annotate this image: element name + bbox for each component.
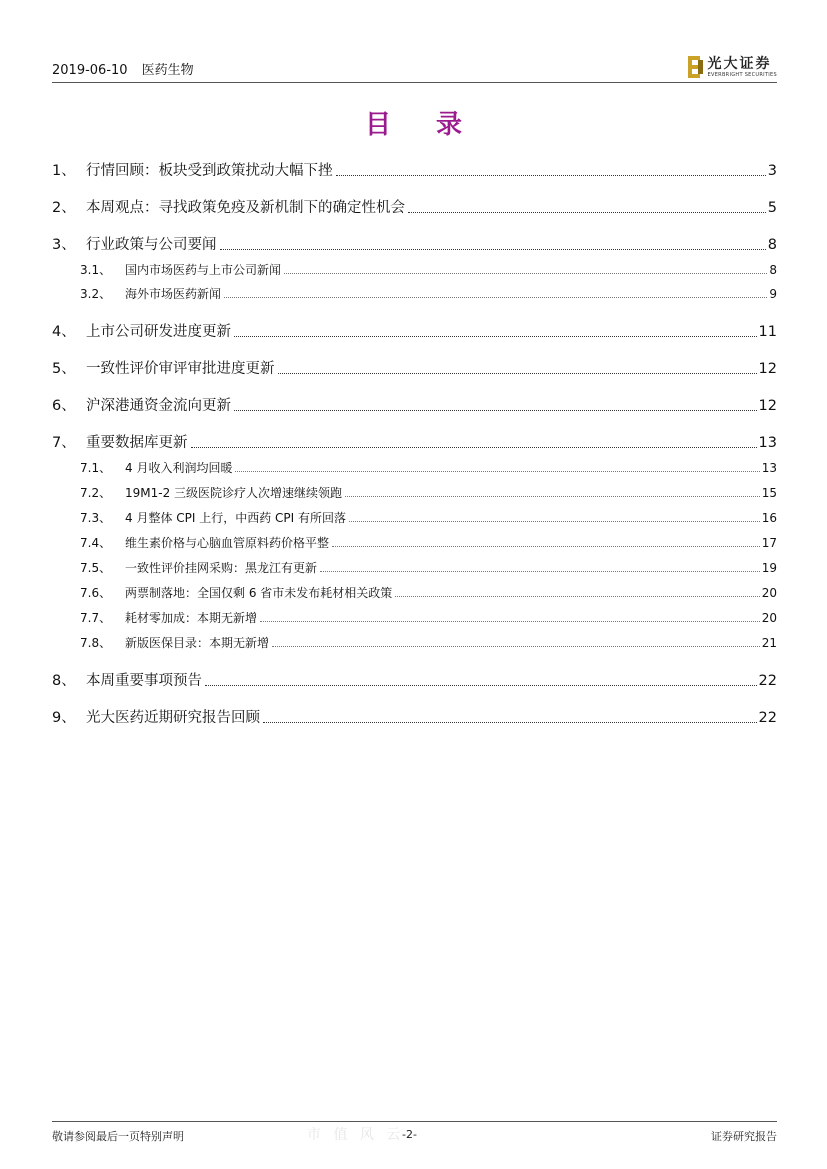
toc-entry-number: 7.6、 — [80, 586, 112, 600]
toc-entry-page: 5 — [767, 200, 777, 216]
toc-entry-number: 2、 — [52, 200, 76, 216]
toc-entry[interactable] — [52, 233, 777, 253]
toc-entry-number: 6、 — [52, 398, 76, 414]
toc-entry-title[interactable]: 一致性评价审评审批进度更新 — [86, 361, 275, 377]
toc-entry-title[interactable]: 一致性评价挂网采购：黑龙江有更新 — [125, 561, 318, 575]
toc-entry-title[interactable]: 国内市场医药与上市公司新闻 — [125, 263, 282, 277]
toc-entry-page: 3 — [767, 163, 777, 179]
toc-dot-leader — [320, 571, 760, 572]
toc-dot-leader — [234, 410, 757, 411]
toc-entry-number: 7.7、 — [80, 611, 112, 625]
toc-entry[interactable] — [52, 559, 777, 575]
toc-dot-leader — [408, 212, 766, 213]
toc-entry-number: 4、 — [52, 324, 76, 340]
toc-dot-leader — [234, 336, 757, 337]
toc-dot-leader — [220, 249, 766, 250]
toc-entry-page: 13 — [758, 435, 777, 451]
toc-entry-number: 7.1、 — [80, 461, 112, 475]
toc-entry[interactable] — [52, 357, 777, 377]
toc-entry-number: 3、 — [52, 237, 76, 253]
toc-dot-leader — [263, 722, 757, 723]
logo-text-cn: 光大证券 — [707, 55, 772, 72]
toc-entry-page: 19 — [761, 561, 777, 575]
toc-entry[interactable] — [52, 706, 777, 726]
toc-entry[interactable] — [52, 584, 777, 600]
toc-dot-leader — [272, 646, 760, 647]
toc-entry-title[interactable]: 行业政策与公司要闻 — [86, 237, 217, 253]
toc-entry[interactable] — [52, 609, 777, 625]
toc-entry-page: 11 — [758, 324, 777, 340]
toc-dot-leader — [345, 496, 760, 497]
toc-dot-leader — [224, 297, 767, 298]
toc-entry[interactable] — [52, 320, 777, 340]
toc-entry-number: 7.4、 — [80, 536, 112, 550]
toc-entry-number: 7.5、 — [80, 561, 112, 575]
disclaimer-note: 敬请参阅最后一页特别声明 — [52, 1130, 184, 1143]
toc-entry[interactable] — [52, 459, 777, 475]
report-type: 证券研究报告 — [711, 1130, 777, 1143]
toc-entry[interactable] — [52, 159, 777, 179]
toc-entry-number: 7、 — [52, 435, 76, 451]
toc-entry-title[interactable]: 两票制落地：全国仅剩 6 省市未发布耗材相关政策 — [125, 586, 393, 600]
toc-entry-number: 3.1、 — [80, 263, 112, 277]
toc-entry-number: 7.2、 — [80, 486, 112, 500]
toc-entry-page: 8 — [767, 237, 777, 253]
toc-entry-page: 22 — [758, 710, 777, 726]
toc-entry-title[interactable]: 维生素价格与心脑血管原料药价格平整 — [125, 536, 330, 550]
toc-entry[interactable] — [52, 669, 777, 689]
header-date-sector — [52, 59, 194, 78]
toc-entry[interactable] — [52, 261, 777, 277]
toc-entry-number: 5、 — [52, 361, 76, 377]
toc-entry[interactable] — [52, 509, 777, 525]
page-footer — [52, 1121, 777, 1152]
toc-dot-leader — [284, 273, 767, 274]
toc-dot-leader — [205, 685, 757, 686]
toc-dot-leader — [260, 621, 760, 622]
toc-dot-leader — [235, 471, 759, 472]
toc-entry-number: 7.3、 — [80, 511, 112, 525]
toc-entry-page: 12 — [758, 361, 777, 377]
toc-entry-page: 8 — [769, 263, 777, 277]
toc-entry-title[interactable]: 耗材零加成：本期无新增 — [125, 611, 258, 625]
toc-entry-page: 9 — [769, 287, 777, 301]
report-date: 2019-06-10 — [52, 63, 128, 78]
toc-dot-leader — [191, 447, 757, 448]
toc-dot-leader — [332, 546, 760, 547]
toc-heading: 目 录 — [364, 110, 481, 140]
report-sector: 医药生物 — [141, 63, 194, 78]
toc-entry-title[interactable]: 本周重要事项预告 — [86, 673, 202, 689]
toc-dot-leader — [336, 175, 766, 176]
watermark-text: 市 值 风 云 — [307, 1127, 405, 1143]
toc-entry-number: 7.8、 — [80, 636, 112, 650]
toc-dot-leader — [278, 373, 757, 374]
toc-entry-title[interactable]: 19M1-2 三级医院诊疗人次增速继续领跑 — [125, 486, 343, 500]
toc-entry-page: 20 — [761, 586, 777, 600]
toc-entry-title[interactable]: 海外市场医药新闻 — [125, 287, 222, 301]
toc-entry-title[interactable]: 行情回顾：板块受到政策扰动大幅下挫 — [86, 163, 333, 179]
toc-entry-title[interactable]: 4 月整体 CPI 上行，中西药 CPI 有所回落 — [125, 511, 347, 525]
toc-entry-number: 3.2、 — [80, 287, 112, 301]
toc-entry[interactable] — [52, 484, 777, 500]
everbright-logo — [688, 56, 777, 78]
toc-entry[interactable] — [52, 634, 777, 650]
toc-entry[interactable] — [52, 196, 777, 216]
toc-entry-title[interactable]: 光大医药近期研究报告回顾 — [86, 710, 260, 726]
toc-entry[interactable] — [52, 431, 777, 451]
toc-entry-number: 8、 — [52, 673, 76, 689]
toc-entry-title[interactable]: 沪深港通资金流向更新 — [86, 398, 231, 414]
toc-entry-title[interactable]: 上市公司研发进度更新 — [86, 324, 231, 340]
toc-entry-page: 20 — [761, 611, 777, 625]
toc-entry-title[interactable]: 新版医保目录：本期无新增 — [125, 636, 270, 650]
toc-entry-page: 22 — [758, 673, 777, 689]
toc-entry-page: 15 — [761, 486, 777, 500]
toc-entry-page: 17 — [761, 536, 777, 550]
toc-entry-title[interactable]: 本周观点：寻找政策免疫及新机制下的确定性机会 — [86, 200, 405, 216]
page-header — [52, 48, 777, 83]
toc-entry[interactable] — [52, 285, 777, 301]
toc-entry-page: 21 — [761, 636, 777, 650]
toc-entry[interactable] — [52, 394, 777, 414]
toc-entry-number: 1、 — [52, 163, 76, 179]
page-number: -2- — [402, 1128, 417, 1141]
toc-dot-leader — [349, 521, 760, 522]
toc-entry-title[interactable]: 重要数据库更新 — [86, 435, 188, 451]
toc-entry-page: 16 — [761, 511, 777, 525]
toc-entry-title[interactable]: 4 月收入利润均回暖 — [125, 461, 233, 475]
logo-text-en: EVERBRIGHT SECURITIES — [707, 71, 777, 78]
toc-entry-number: 9、 — [52, 710, 76, 726]
toc-entry-page: 12 — [758, 398, 777, 414]
toc-dot-leader — [395, 596, 759, 597]
everbright-logo-icon — [688, 56, 704, 78]
toc-entry[interactable] — [52, 534, 777, 550]
toc-entry-page: 13 — [761, 461, 777, 475]
